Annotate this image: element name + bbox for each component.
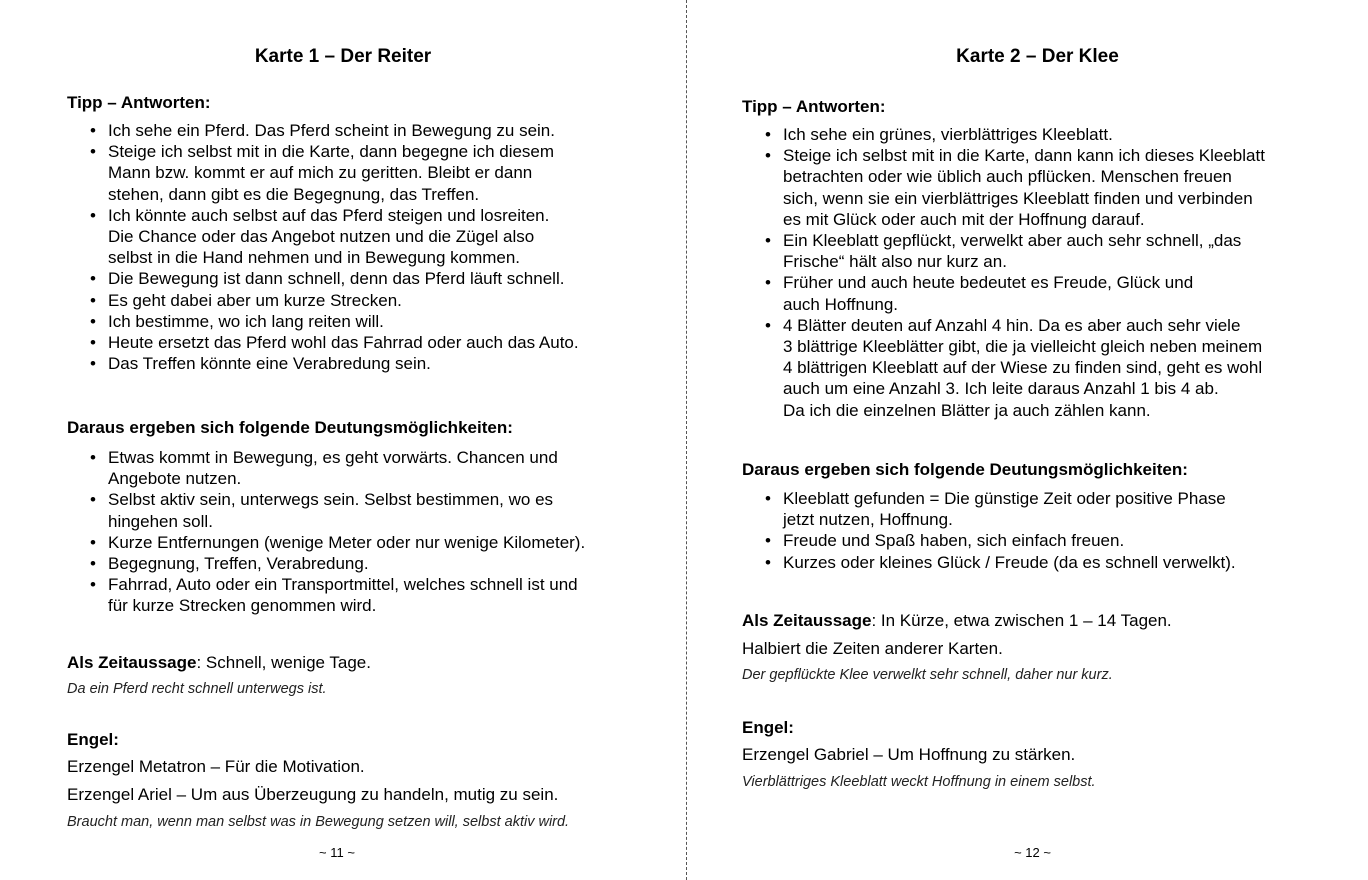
list-item: • Steige ich selbst mit in die Karte, dann kann ich dieses Kleeblatt betrachten oder wie üblich auch pflücken. Menschen freuen sich, wenn sie ein vierblättriges Kleeblatt finden und verbinden es mit Glück oder auch mit der Hoffnung darauf. — [783, 145, 1265, 230]
meanings-list — [67, 447, 585, 617]
list-item: • Begegnung, Treffen, Verabredung. — [108, 553, 585, 574]
angel-line: Erzengel Ariel – Um aus Überzeugung zu handeln, mutig zu sein. — [67, 785, 559, 804]
list-item: • Ich bestimme, wo ich lang reiten will. — [108, 311, 579, 332]
list-item: • Freude und Spaß haben, sich einfach freuen. — [783, 530, 1236, 551]
list-item: • Etwas kommt in Bewegung, es geht vorwärts. Chancen und Angebote nutzen. — [108, 447, 585, 489]
list-item: • Kurzes oder kleines Glück / Freude (da es schnell verwelkt). — [783, 552, 1236, 573]
page-title: Karte 2 – Der Klee — [956, 46, 1119, 67]
angel-note: Braucht man, wenn man selbst was in Bewegung setzen will, selbst aktiv wird. — [67, 814, 570, 830]
list-item: • Kleeblatt gefunden = Die günstige Zeit oder positive Phase jetzt nutzen, Hoffnung. — [783, 488, 1236, 530]
time-note: Da ein Pferd recht schnell unterwegs ist. — [67, 681, 327, 697]
list-item: • Es geht dabei aber um kurze Strecken. — [108, 290, 579, 311]
page-title: Karte 1 – Der Reiter — [254, 46, 432, 67]
list-item: • Fahrrad, Auto oder ein Transportmittel, welches schnell ist und für kurze Strecken genommen wird. — [108, 574, 585, 616]
meaning-heading: Daraus ergeben sich folgende Deutungsmöglichkeiten: — [742, 460, 1188, 479]
meanings-list — [742, 488, 1236, 573]
time-text: : Schnell, wenige Tage. — [196, 653, 371, 672]
time-label: Als Zeitaussage — [742, 611, 872, 630]
list-item: • Selbst aktiv sein, unterwegs sein. Selbst bestimmen, wo es hingehen soll. — [108, 489, 585, 531]
angel-heading: Engel: — [67, 730, 119, 749]
time-statement — [742, 611, 1172, 631]
tips-heading: Tipp – Antworten: — [742, 97, 886, 116]
angel-line: Erzengel Metatron – Für die Motivation. — [67, 757, 365, 776]
meaning-heading: Daraus ergeben sich folgende Deutungsmöglichkeiten: — [67, 418, 513, 437]
list-item: • Kurze Entfernungen (wenige Meter oder nur wenige Kilometer). — [108, 532, 585, 553]
list-item: • Ich könnte auch selbst auf das Pferd steigen und losreiten. Die Chance oder das Angebot nutzen und die Zügel also selbst in die Hand nehmen und in Bewegung kommen. — [108, 205, 579, 269]
list-item: • Früher und auch heute bedeutet es Freude, Glück und auch Hoffnung. — [783, 272, 1265, 314]
list-item: • Die Bewegung ist dann schnell, denn das Pferd läuft schnell. — [108, 268, 579, 289]
list-item: • Steige ich selbst mit in die Karte, dann begegne ich diesem Mann bzw. kommt er auf mich zu geritten. Bleibt er dann stehen, dann gibt es die Begegnung, das Treffen. — [108, 141, 579, 205]
page-card-2 — [687, 0, 1368, 880]
list-item: • Ich sehe ein grünes, vierblättriges Kleeblatt. — [783, 124, 1265, 145]
time-label: Als Zeitaussage — [67, 653, 197, 672]
tips-list — [742, 124, 1265, 421]
time-text: : In Kürze, etwa zwischen 1 – 14 Tagen. — [871, 611, 1172, 630]
list-item: • Heute ersetzt das Pferd wohl das Fahrrad oder auch das Auto. — [108, 332, 579, 353]
angel-note: Vierblättriges Kleeblatt weckt Hoffnung in einem selbst. — [742, 774, 1096, 790]
list-item: • Ich sehe ein Pferd. Das Pferd scheint in Bewegung zu sein. — [108, 120, 579, 141]
list-item: • Das Treffen könnte eine Verabredung sein. — [108, 353, 579, 374]
page-number: ~ 12 ~ — [1014, 845, 1051, 860]
tips-heading: Tipp – Antworten: — [67, 93, 211, 112]
angel-heading: Engel: — [742, 718, 794, 737]
time-extra: Halbiert die Zeiten anderer Karten. — [742, 639, 1003, 658]
list-item: • 4 Blätter deuten auf Anzahl 4 hin. Da es aber auch sehr viele 3 blättrige Kleeblätter gibt, die ja vielleicht gleich neben meinem 4 blättrigen Kleeblatt auf der Wiese zu finden sind, geht es wohl auch um eine Anzahl 3. Ich leite daraus Anzahl 1 bis 4 ab. Da ich die einzelnen Blätter ja auch zählen kann. — [783, 315, 1265, 421]
time-note: Der gepflückte Klee verwelkt sehr schnell, daher nur kurz. — [742, 667, 1113, 683]
list-item: • Ein Kleeblatt gepflückt, verwelkt aber auch sehr schnell, „das Frische“ hält also nur kurz an. — [783, 230, 1265, 272]
page-number: ~ 11 ~ — [319, 845, 355, 860]
time-statement — [67, 653, 371, 673]
angel-line: Erzengel Gabriel – Um Hoffnung zu stärken. — [742, 745, 1076, 764]
tips-list — [67, 120, 579, 374]
